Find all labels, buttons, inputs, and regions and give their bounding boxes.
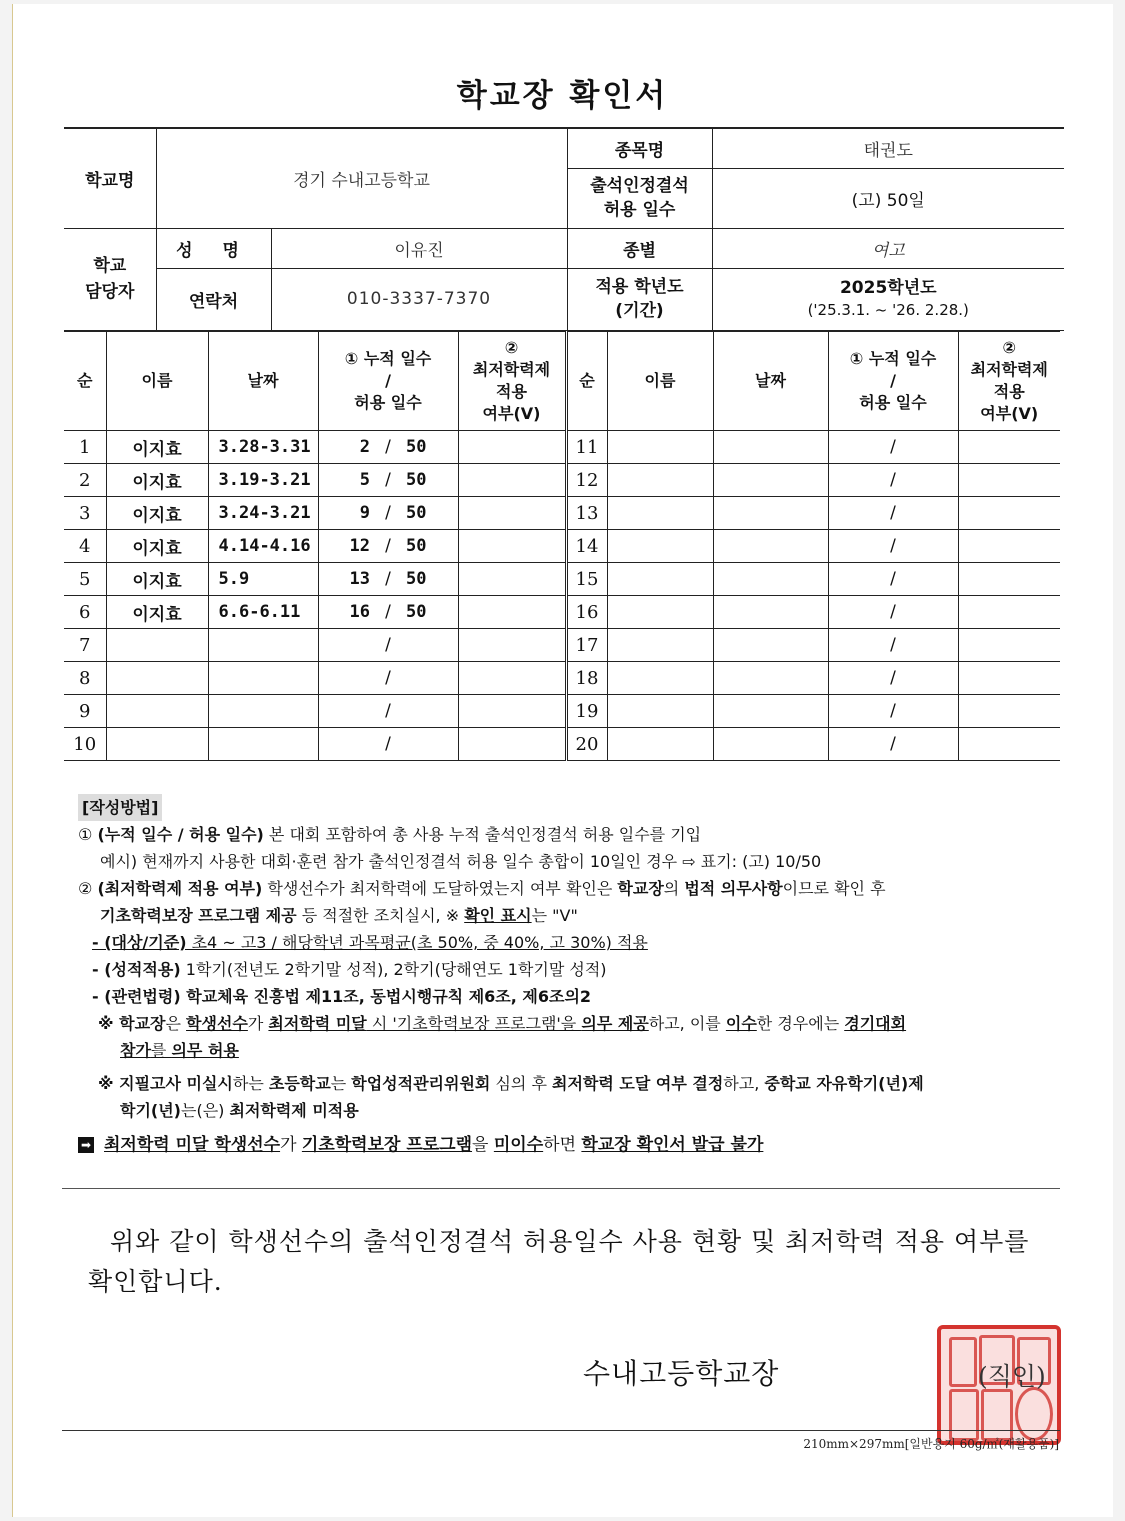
note-text: 최저학력 도달 여부 결정 [552, 1074, 724, 1093]
slash: / [385, 437, 391, 457]
right-no: 14 [566, 530, 607, 563]
right-cumulative: / [828, 662, 958, 695]
right-date [713, 695, 828, 728]
right-minimum [958, 497, 1060, 530]
slash: / [385, 701, 391, 721]
left-minimum [458, 596, 566, 629]
left-name [106, 695, 208, 728]
note-2 [78, 1070, 1068, 1097]
left-cumulative [318, 596, 458, 629]
item-text: 확인 표시 [464, 906, 532, 925]
left-minimum [458, 563, 566, 596]
note-text: 하고, [723, 1074, 765, 1093]
left-cumulative [318, 695, 458, 728]
note-text: 학업성적관리위원회 [351, 1074, 491, 1093]
divider-bottom [62, 1430, 1060, 1431]
item-marker: ② [78, 879, 93, 898]
right-cumulative: / [828, 530, 958, 563]
sub-label: - (관련법령) [92, 987, 181, 1006]
left-name [106, 728, 208, 761]
right-name [607, 596, 713, 629]
right-name [607, 431, 713, 464]
item-text: 등 적절한 조치실시, ※ [296, 906, 465, 925]
note-text: 가 [247, 1014, 269, 1033]
paper-spec-footer: 210mm×297mm[일반용지 60g/㎡(재활용품)] [803, 1437, 1059, 1451]
note-1 [78, 1010, 1068, 1037]
instruction-item-1 [78, 821, 1068, 848]
confirmation-text: 위와 같이 학생선수의 출석인정결석 허용일수 사용 현황 및 최저학력 적용 여부를 확인합니다. [88, 1227, 1030, 1296]
note-text: 학기(년) [120, 1101, 181, 1120]
used-days: 2 [359, 437, 370, 457]
table-row [64, 497, 1060, 530]
sub-label: - (대상/기준) [92, 933, 187, 952]
left-date [208, 728, 318, 761]
left-cumulative [318, 530, 458, 563]
left-name: 이지효 [106, 497, 208, 530]
header-name: 이름 [106, 332, 208, 431]
left-no: 6 [64, 596, 106, 629]
right-no: 15 [566, 563, 607, 596]
year-label: 적용 학년도 (기간) [567, 268, 712, 330]
right-cumulative: / [828, 563, 958, 596]
right-cumulative: / [828, 431, 958, 464]
right-minimum [958, 431, 1060, 464]
right-no: 12 [566, 464, 607, 497]
table-row [64, 728, 1060, 761]
note-text: 의무 허용 [171, 1041, 239, 1060]
right-date [713, 497, 828, 530]
note-text: 한 경우에는 [756, 1014, 845, 1033]
left-name: 이지효 [106, 563, 208, 596]
allowed-days: 50 [406, 470, 427, 490]
final-warning [78, 1132, 1068, 1159]
table-row [64, 662, 1060, 695]
principal-signature: 수내고등학교장 [583, 1357, 780, 1390]
right-date [713, 464, 828, 497]
left-name: 이지효 [106, 431, 208, 464]
left-date: 6.6-6.11 [208, 596, 318, 629]
note-text: 은 [165, 1014, 187, 1033]
school-name-value: 경기 수내고등학교 [156, 128, 567, 228]
year-period: ('25.3.1. ~ '26. 2.28.) [807, 301, 969, 319]
note-text: 경기대회 [844, 1014, 907, 1033]
item-label: (누적 일수 / 허용 일수) [97, 825, 264, 844]
slash: / [385, 602, 391, 622]
table-row [64, 530, 1060, 563]
right-no: 11 [566, 431, 607, 464]
left-minimum [458, 629, 566, 662]
right-no: 16 [566, 596, 607, 629]
right-cumulative: / [828, 629, 958, 662]
header-date: 날짜 [208, 332, 318, 431]
item-text: 의 [663, 879, 685, 898]
table-row [64, 629, 1060, 662]
left-cumulative [318, 629, 458, 662]
right-minimum [958, 695, 1060, 728]
allowed-days: 50 [406, 503, 427, 523]
right-minimum [958, 728, 1060, 761]
allowed-days-value: (고) 50일 [712, 168, 1064, 228]
used-days: 16 [349, 602, 370, 622]
school-name-label: 학교명 [64, 128, 156, 228]
header-name-right: 이름 [607, 332, 713, 431]
right-name [607, 695, 713, 728]
item-text: 이므로 확인 후 [782, 879, 886, 898]
left-no: 8 [64, 662, 106, 695]
left-no: 10 [64, 728, 106, 761]
header-cumulative-right: ① 누적 일수 / 허용 일수 [828, 332, 958, 431]
left-no: 7 [64, 629, 106, 662]
left-date: 3.19-3.21 [208, 464, 318, 497]
left-date: 3.28-3.31 [208, 431, 318, 464]
right-minimum [958, 464, 1060, 497]
sub-text: 초4 ~ 고3 / 해당학년 과목평균(초 50%, 중 40%, 고 30%) 적용 [186, 933, 648, 952]
header-date-right: 날짜 [713, 332, 828, 431]
header-minimum: ② 최저학력제 적용 여부(V) [458, 332, 566, 431]
left-minimum [458, 530, 566, 563]
left-cumulative [318, 728, 458, 761]
right-name [607, 563, 713, 596]
instructions-heading: [작성방법] [78, 794, 162, 821]
phone-value: 010-3337-7370 [271, 268, 567, 330]
right-date [713, 662, 828, 695]
right-minimum [958, 530, 1060, 563]
used-days: 5 [359, 470, 370, 490]
item-text: 기초학력보장 프로그램 제공 [100, 906, 297, 925]
item-text: 학생선수가 최저학력에 도달하였는지 여부 확인은 [262, 879, 618, 898]
left-cumulative [318, 563, 458, 596]
left-name: 이지효 [106, 596, 208, 629]
gender-label: 종별 [567, 228, 712, 268]
right-date [713, 629, 828, 662]
left-minimum [458, 431, 566, 464]
note-text: 하고, 이를 [648, 1014, 726, 1033]
note-2-cont [78, 1097, 1068, 1124]
warning-text: 을 [472, 1135, 494, 1155]
table-row [64, 695, 1060, 728]
left-name: 이지효 [106, 464, 208, 497]
right-date [713, 596, 828, 629]
table-row [64, 563, 1060, 596]
warning-text: 최저학력 미달 학생선수 [104, 1135, 281, 1155]
left-no: 4 [64, 530, 106, 563]
left-minimum [458, 728, 566, 761]
note-text: 하는 [232, 1074, 269, 1093]
year-value: 2025학년도 [839, 278, 937, 298]
note-text: 시 '기초학력보장 프로그램'을 [366, 1014, 582, 1033]
item-label: (최저학력제 적용 여부) [97, 879, 263, 898]
seal-label: (직인) [978, 1362, 1046, 1391]
gender-value: 여고 [712, 228, 1064, 268]
right-cumulative: / [828, 728, 958, 761]
left-date [208, 695, 318, 728]
right-minimum [958, 629, 1060, 662]
item-text: 학교장 [617, 879, 664, 898]
name-label: 성 명 [156, 228, 271, 268]
left-name [106, 629, 208, 662]
right-no: 17 [566, 629, 607, 662]
right-cumulative: / [828, 596, 958, 629]
right-name [607, 530, 713, 563]
warning-text: 기초학력보장 프로그램 [301, 1135, 473, 1155]
used-days: 12 [349, 536, 370, 556]
header-minimum-right: ② 최저학력제 적용 여부(V) [958, 332, 1060, 431]
left-cumulative [318, 464, 458, 497]
sub-label: - (성적적용) [92, 960, 181, 979]
sub-item-law [78, 983, 1068, 1010]
slash: / [385, 503, 391, 523]
note-text: 중학교 자유학기(년)제 [764, 1074, 924, 1093]
right-name [607, 497, 713, 530]
right-no: 19 [566, 695, 607, 728]
left-minimum [458, 497, 566, 530]
right-minimum [958, 662, 1060, 695]
warning-text: 하면 [543, 1135, 582, 1155]
used-days: 9 [359, 503, 370, 523]
divider-top [62, 1188, 1060, 1189]
sport-label: 종목명 [567, 128, 712, 168]
slash: / [385, 668, 391, 688]
right-cumulative: / [828, 464, 958, 497]
right-minimum [958, 563, 1060, 596]
right-no: 20 [566, 728, 607, 761]
right-name [607, 662, 713, 695]
left-date [208, 629, 318, 662]
right-date [713, 728, 828, 761]
phone-label: 연락처 [156, 268, 271, 330]
left-no: 2 [64, 464, 106, 497]
left-minimum [458, 662, 566, 695]
note-text: ※ 학교장 [98, 1014, 166, 1033]
instruction-item-2 [78, 875, 1068, 902]
arrow-box-icon: ➡ [78, 1137, 94, 1153]
warning-text: 미이수 [493, 1135, 544, 1155]
right-date [713, 431, 828, 464]
allowed-days: 50 [406, 569, 427, 589]
instructions [78, 794, 1068, 1159]
header-no: 순 [64, 332, 106, 431]
note-text: 참가 [120, 1041, 151, 1060]
left-date: 4.14-4.16 [208, 530, 318, 563]
table-row [64, 464, 1060, 497]
slash: / [385, 536, 391, 556]
left-name: 이지효 [106, 530, 208, 563]
right-date [713, 563, 828, 596]
warning-text: 학교장 확인서 발급 불가 [581, 1135, 764, 1155]
sub-text: 1학기(전년도 2학기말 성적), 2학기(당해연도 1학기말 성적) [180, 960, 607, 979]
page-title: 학교장 확인서 [456, 78, 669, 114]
allowed-days-label: 출석인정결석 허용 일수 [567, 168, 712, 228]
right-no: 13 [566, 497, 607, 530]
left-no: 3 [64, 497, 106, 530]
left-minimum [458, 695, 566, 728]
note-text: 최저학력제 미적용 [229, 1101, 359, 1120]
note-1-cont [78, 1037, 1068, 1064]
slash: / [385, 569, 391, 589]
info-table [64, 127, 1064, 331]
left-name [106, 662, 208, 695]
allowed-days: 50 [406, 602, 427, 622]
contact-label: 학교 담당자 [64, 228, 156, 330]
right-cumulative: / [828, 497, 958, 530]
note-text: ※ 지필고사 미실시 [98, 1074, 233, 1093]
table-row [64, 431, 1060, 464]
usage-table [64, 331, 1060, 761]
note-text: 의무 제공 [581, 1014, 649, 1033]
left-date [208, 662, 318, 695]
note-text: 는(은) [181, 1101, 230, 1120]
instruction-item-2-cont [78, 902, 1068, 929]
right-no: 18 [566, 662, 607, 695]
left-no: 9 [64, 695, 106, 728]
item-marker: ① [78, 825, 93, 844]
allowed-days: 50 [406, 437, 427, 457]
used-days: 13 [349, 569, 370, 589]
left-no: 1 [64, 431, 106, 464]
note-text: 학생선수 [186, 1014, 248, 1033]
right-name [607, 728, 713, 761]
right-name [607, 629, 713, 662]
left-cumulative [318, 431, 458, 464]
left-cumulative [318, 497, 458, 530]
instruction-example: 예시) 현재까지 사용한 대회·훈련 참가 출석인정결석 허용 일수 총합이 10일인 경우 ⇨ 표기: (고) 10/50 [100, 852, 822, 871]
note-text: 이수 [725, 1014, 757, 1033]
item-text: 는 "V" [531, 906, 578, 925]
year-value-cell [712, 268, 1064, 330]
right-name [607, 464, 713, 497]
note-text: 최저학력 미달 [268, 1014, 367, 1033]
left-no: 5 [64, 563, 106, 596]
sub-text: 학교체육 진흥법 제11조, 동법시행규칙 제6조, 제6조의2 [180, 987, 592, 1006]
sub-item-target [78, 929, 1068, 956]
note-text: 초등학교 [268, 1074, 331, 1093]
right-cumulative: / [828, 695, 958, 728]
warning-text: 가 [280, 1135, 302, 1155]
sub-item-grades [78, 956, 1068, 983]
left-minimum [458, 464, 566, 497]
allowed-days: 50 [406, 536, 427, 556]
table-row [64, 596, 1060, 629]
slash: / [385, 734, 391, 754]
header-no-right: 순 [566, 332, 607, 431]
right-minimum [958, 596, 1060, 629]
note-text: 는 [330, 1074, 352, 1093]
left-date: 3.24-3.21 [208, 497, 318, 530]
left-cumulative [318, 662, 458, 695]
slash: / [385, 635, 391, 655]
note-text: 심의 후 [490, 1074, 553, 1093]
left-date: 5.9 [208, 563, 318, 596]
item-text: 본 대회 포함하여 총 사용 누적 출석인정결석 허용 일수를 기입 [263, 825, 702, 844]
name-value: 이유진 [271, 228, 567, 268]
sport-value: 태권도 [712, 128, 1064, 168]
note-text: 를 [150, 1041, 172, 1060]
item-text: 법적 의무사항 [684, 879, 783, 898]
right-date [713, 530, 828, 563]
header-cumulative: ① 누적 일수 / 허용 일수 [318, 332, 458, 431]
slash: / [385, 470, 391, 490]
